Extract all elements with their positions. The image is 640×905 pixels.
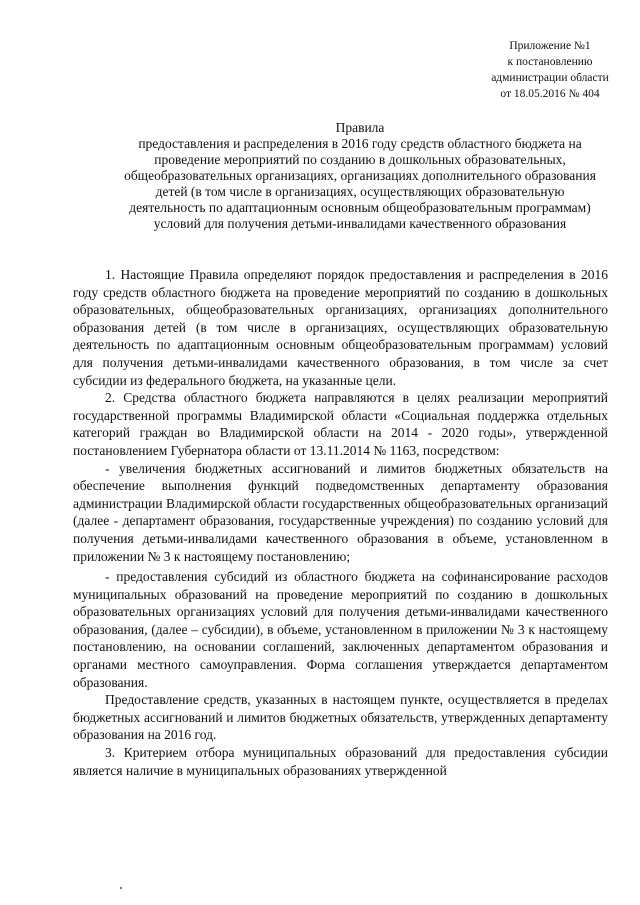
attachment-line-2: к постановлению xyxy=(507,56,593,68)
title-line: общеобразовательных организациях, организациях дополнительного образования xyxy=(124,168,596,183)
paragraph-2-item-1: - увеличения бюджетных ассигнований и лимитов бюджетных обязательств на обеспечение выполнения функций подведомственных департаменту образования администрации Владимирской области государственных общеобразовательных организаций (далее - департамент образования, государственные учреждения) по созданию условий для получения детьми-инвалидами качественного образования в объеме, установленном в приложении № 3 к настоящему постановлению; xyxy=(73,460,608,564)
title-line: условий для получения детьми-инвалидами качественного образования xyxy=(153,216,567,231)
title-line: деятельность по адаптационным основным общеобразовательным программам) xyxy=(129,200,591,215)
title-line: предоставления и распределения в 2016 году средств областного бюджета на xyxy=(138,136,582,151)
attachment-line-4: от 18.05.2016 № 404 xyxy=(500,88,600,100)
attachment-line-3: администрации области xyxy=(491,72,609,84)
paragraph-2-item-2: - предоставления субсидий из областного бюджета на софинансирование расходов муниципальных образований на проведение мероприятий по созданию в дошкольных образовательных организациях условий для получения детьми-инвалидами качественного образования, (далее – субсидии), в объеме, установленном в приложении № 3 к настоящему постановлению, на основании соглашений, заключенных департаментом образования и органами местного самоуправления. Форма соглашения утверждается департаментом образования. xyxy=(73,569,608,690)
document-title xyxy=(70,120,640,232)
scan-speck xyxy=(120,887,122,889)
title-heading: Правила xyxy=(335,120,385,135)
paragraph-2-note: Предоставление средств, указанных в настоящем пункте, осуществляется в пределах бюджетных ассигнований и лимитов бюджетных обязательств, утвержденных департаменту образования на 2016 год. xyxy=(73,692,608,743)
paragraph-2: 2. Средства областного бюджета направляются в целях реализации мероприятий государственной программы Владимирской области «Социальная поддержка отдельных категорий граждан во Владимирской области на 2014 - 2020 годы», утвержденной постановлением Губернатора области от 13.11.2014 № 1163, посредством: xyxy=(73,390,608,458)
paragraph-1: 1. Настоящие Правила определяют порядок предоставления и распределения в 2016 году средств областного бюджета на проведение мероприятий по созданию в дошкольных образовательных, общеобразовательных организациях, организациях дополнительного образования детей (в том числе в организациях, осуществляющих образовательную деятельность по адаптационным основным общеобразовательным программам) условий для получения детьми-инвалидами качественного образования, в том числе за счет субсидии из федерального бюджета, на указанные цели. xyxy=(73,267,608,388)
attachment-line-1: Приложение №1 xyxy=(509,40,591,52)
title-line: проведение мероприятий по созданию в дошкольных образовательных, xyxy=(154,152,566,167)
attachment-note xyxy=(470,38,630,102)
paragraph-3: 3. Критерием отбора муниципальных образований для предоставления субсидии является наличие в муниципальных образованиях утвержденной xyxy=(73,745,608,778)
title-line: детей (в том числе в организациях, осуществляющих образовательную xyxy=(155,184,565,199)
document-body xyxy=(73,266,608,779)
